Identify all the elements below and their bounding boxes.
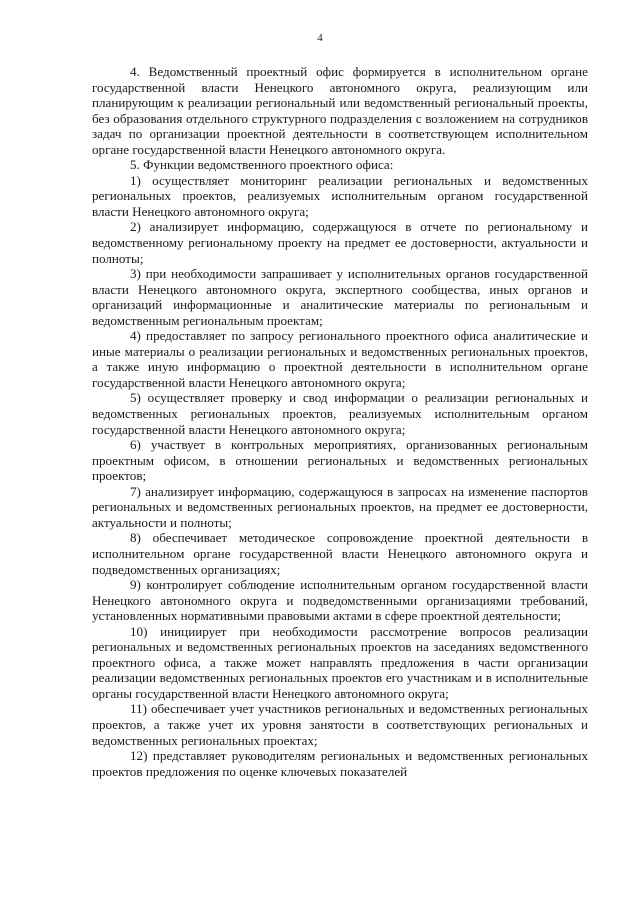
list-item-11: 11) обеспечивает учет участников региональных и ведомственных региональных проектов, а также учет их уровня занятости в соответствующих региональных и ведомственных региональных проектах; [92,701,588,748]
list-item-3: 3) при необходимости запрашивает у исполнительных органов государственной власти Ненецкого автономного округа, экспертного сообщества, иных органов и организаций информационные и аналитические материалы по региональным и ведомственным региональным проектам; [92,266,588,328]
list-item-10: 10) инициирует при необходимости рассмотрение вопросов реализации региональных и ведомственных региональных проектов на заседаниях ведомственного проектного офиса, а также может направлять предложения в части организации реализации ведомственных региональных проектов его участникам и в исполнительные органы государственной власти Ненецкого автономного округа; [92,623,588,701]
list-item-12: 12) представляет руководителям региональных и ведомственных региональных проектов предложения по оценке ключевых показателей [92,748,588,779]
list-item-1: 1) осуществляет мониторинг реализации региональных и ведомственных региональных проектов, реализуемых исполнительным органом государственной власти Ненецкого автономного округа; [92,172,588,219]
list-item-2: 2) анализирует информацию, содержащуюся в отчете по региональному и ведомственному региональному проекту на предмет ее достоверности, актуальности и полноты; [92,219,588,266]
list-item-7: 7) анализирует информацию, содержащуюся в запросах на изменение паспортов региональных и ведомственных региональных проектов, на предмет ее достоверности, актуальности и полноты; [92,483,588,530]
list-item-8: 8) обеспечивает методическое сопровождение проектной деятельности в исполнительном органе государственной власти Ненецкого автономного округа и подведомственных организациях; [92,530,588,577]
list-item-9: 9) контролирует соблюдение исполнительным органом государственной власти Ненецкого автономного округа и подведомственными организациями требований, установленных нормативными правовыми актами в сфере проектной деятельности; [92,577,588,624]
page-number: 4 [317,32,323,44]
paragraph-clause-5-heading: 5. Функции ведомственного проектного офиса: [130,157,394,173]
document-body [92,64,588,779]
list-item-6: 6) участвует в контрольных мероприятиях, организованных региональным проектным офисом, в отношении региональных и ведомственных региональных проектов; [92,437,588,484]
list-item-4: 4) предоставляет по запросу регионального проектного офиса аналитические и иные материалы о реализации региональных и ведомственных региональных проектов, а также иную информацию о проектной деятельности в исполнительном органе государственной власти Ненецкого автономного округа; [92,328,588,390]
list-item-5: 5) осуществляет проверку и свод информации о реализации региональных и ведомственных региональных проектов, реализуемых исполнительным органом государственной власти Ненецкого автономного округа; [92,390,588,437]
paragraph-clause-4: 4. Ведомственный проектный офис формируется в исполнительном органе государственной власти Ненецкого автономного округа, реализующим или планирующим к реализации региональный или ведомственный региональный проекты, без образования отдельного структурного подразделения с возложением на сотрудников задач по организации проектной деятельности в соответствующем исполнительном органе государственной власти Ненецкого автономного округа. [92,64,588,157]
